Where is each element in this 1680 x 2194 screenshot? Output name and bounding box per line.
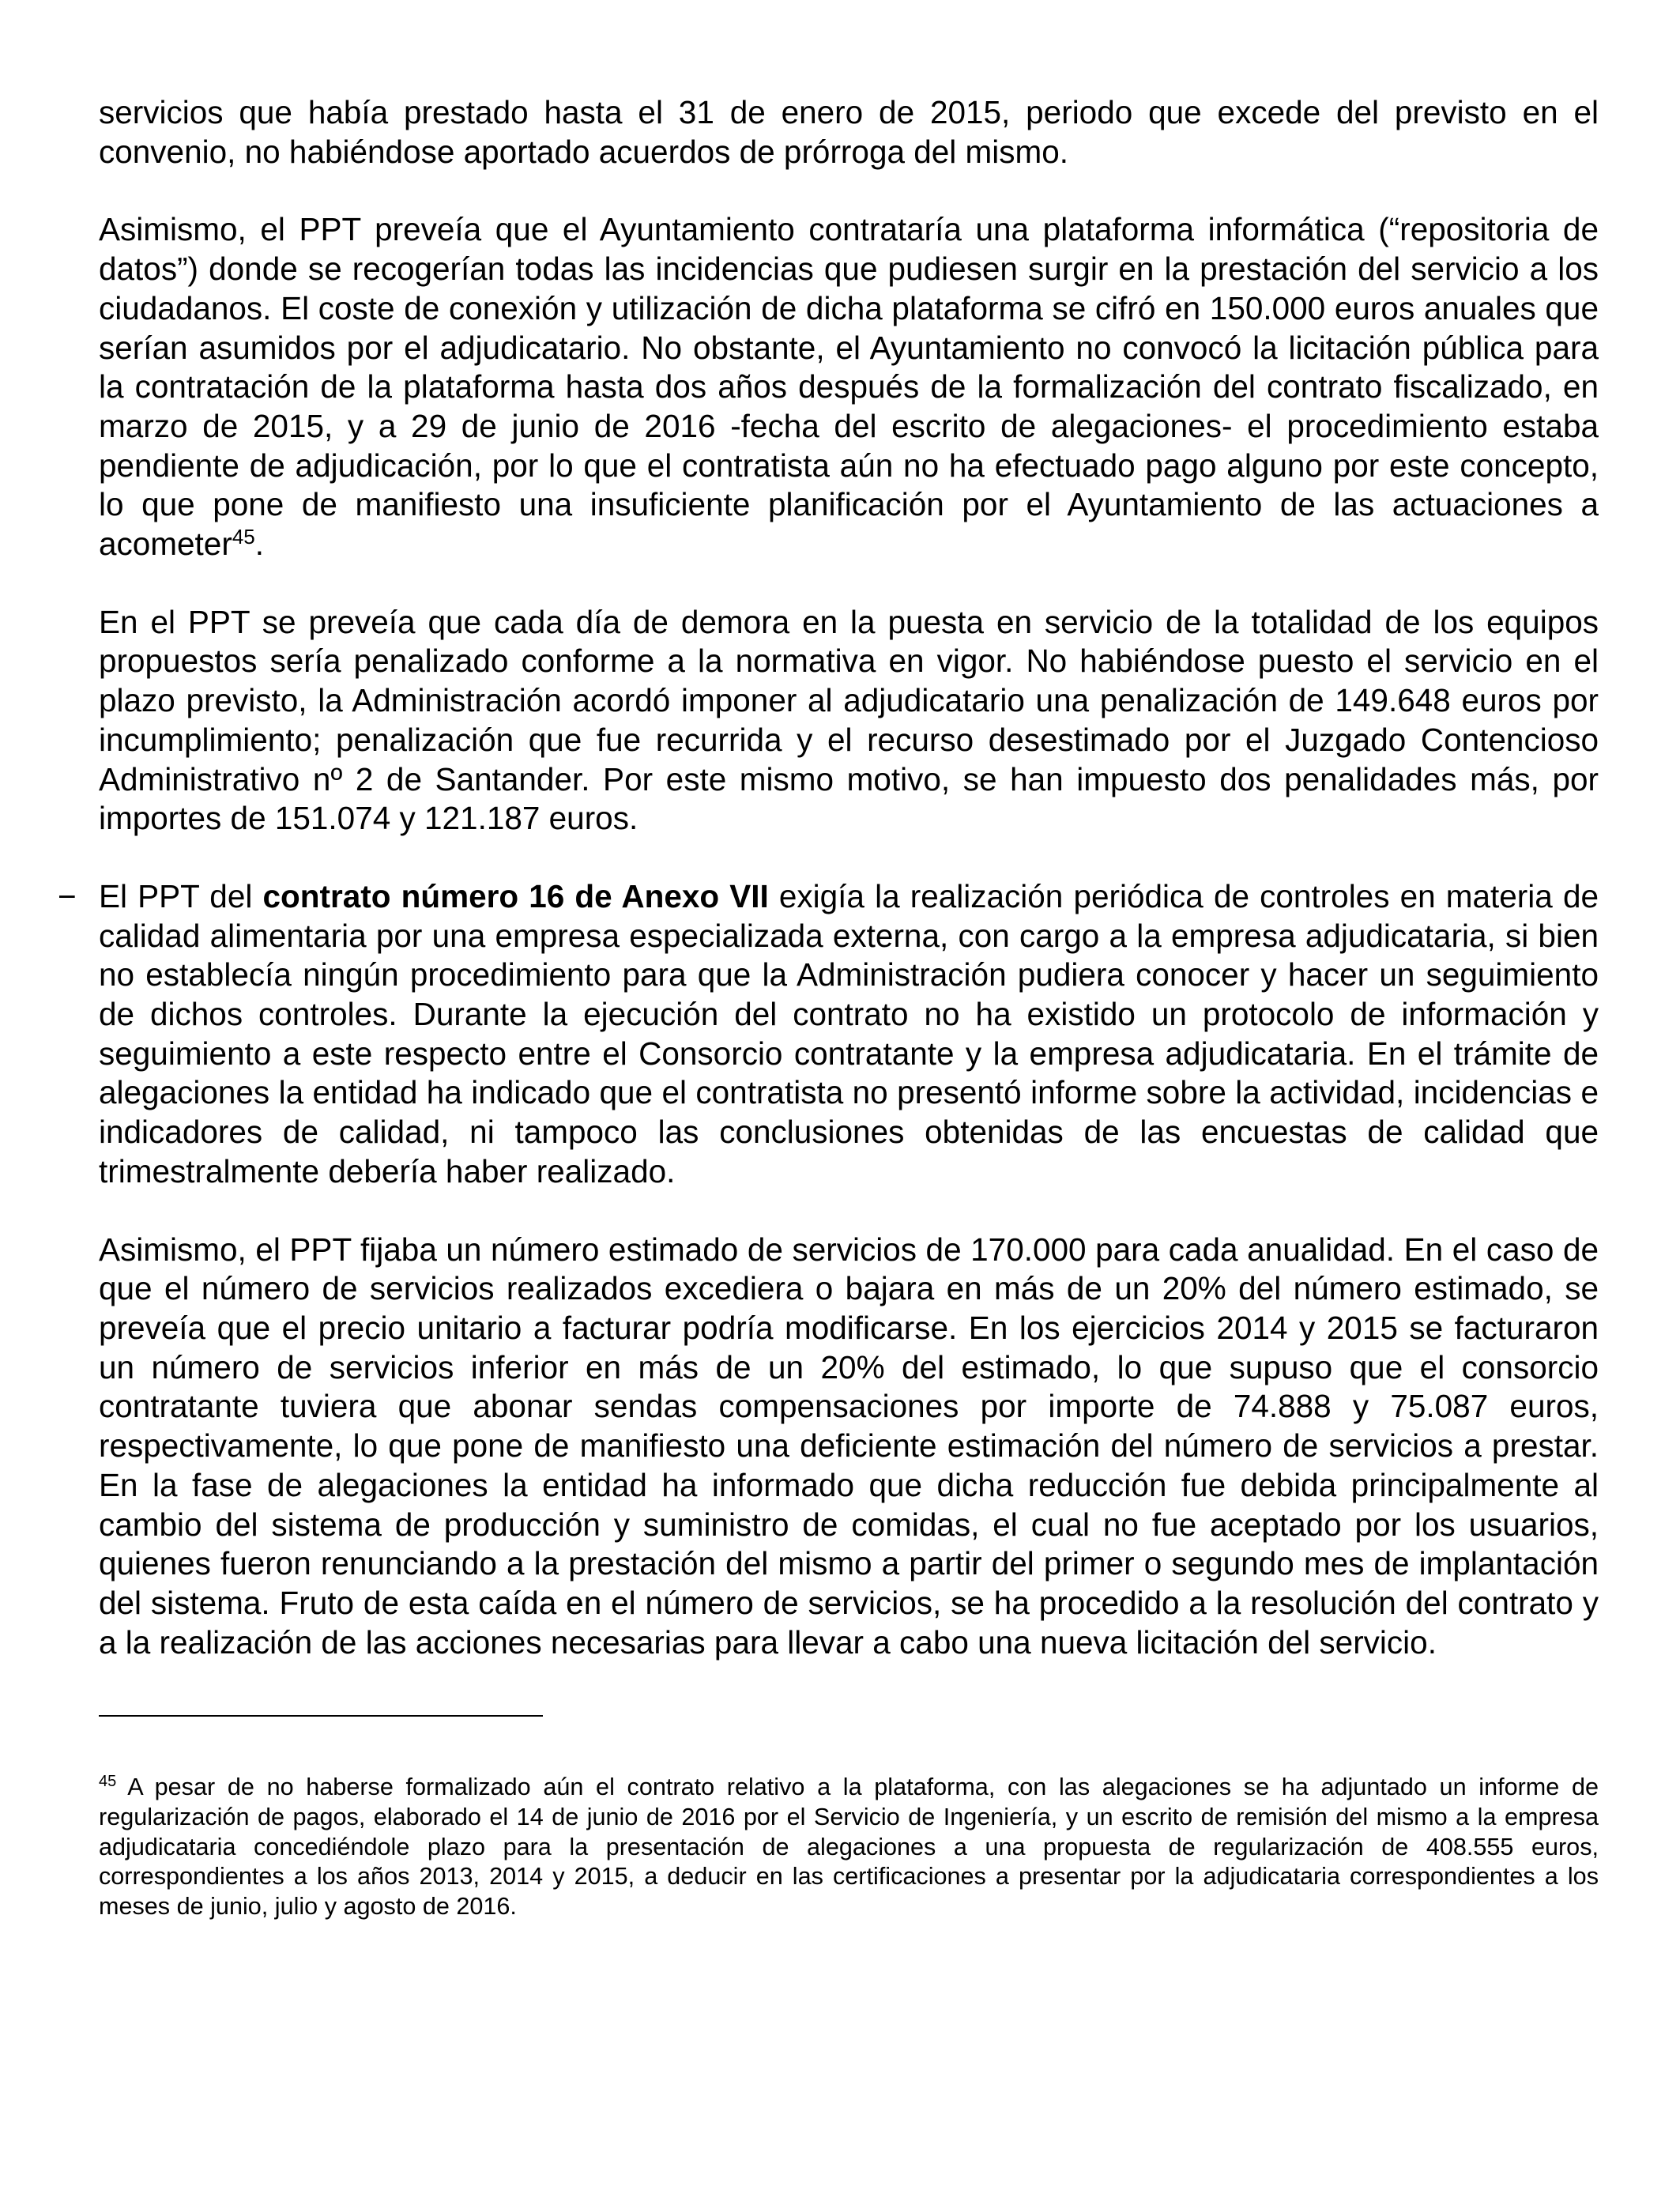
dash-bullet: − [58,877,77,914]
document-page [58,93,1599,1921]
footnote-reference[interactable]: 45 [232,525,255,549]
footnote-text: A pesar de no haberse formalizado aún el contrato relativo a la plataforma, con las alegaciones se ha adjuntado un informe de regularización de pagos, elaborado el 14 de junio de 2016 por el Servicio de Ingeniería, y un escrito de remisión del mismo a la empresa adjudicataria concediéndole plazo para la presentación de alegaciones a una propuesta de regularización de 408.555 euros, correspondientes a los años 2013, 2014 y 2015, a deducir en las certificaciones a presentar por la adjudicataria correspondientes a los meses de junio, julio y agosto de 2016. [99,1774,1599,1920]
footnote-number: 45 [99,1773,117,1791]
paragraph-text: servicios que había prestado hasta el 31 de enero de 2015, periodo que excede del previsto en el convenio, no habiéndose aportado acuerdos de prórroga del mismo. [99,94,1599,170]
bullet-contract-16 [58,877,1599,1192]
paragraph-service-estimate [99,1231,1599,1663]
paragraph-penalties [99,603,1599,839]
paragraph-text: Asimismo, el PPT preveía que el Ayuntamiento contrataría una plataforma informática (“repositoria de datos”) donde se recogerían todas las incidencias que pudiesen surgir en la prestación del servicio a los ciudadanos. El coste de conexión y utilización de dicha plataforma se cifró en 150.000 euros anuales que serían asumidos por el adjudicatario. No obstante, el Ayuntamiento no convocó la licitación pública para la contratación de la plataforma hasta dos años después de la formalización del contrato fiscalizado, en marzo de 2015, y a 29 de junio de 2016 -fecha del escrito de alegaciones- el procedimiento estaba pendiente de adjudicación, por lo que el contratista aún no ha efectuado pago alguno por este concepto, lo que pone de manifiesto una insuficiente planificación por el Ayuntamiento de las actuaciones a acometer [99,211,1599,563]
footnote-45 [99,1773,1599,1921]
paragraph-text: Asimismo, el PPT fijaba un número estimado de servicios de 170.000 para cada anualidad. En el caso de que el número de servicios realizados excediera o bajara en más de un 20% del número estimado, se preveía que el precio unitario a facturar podría modificarse. En los ejercicios 2014 y 2015 se facturaron un número de servicios inferior en más de un 20% del estimado, lo que supuso que el consorcio contratante tuviera que abonar sendas compensaciones por importe de 74.888 y 75.087 euros, respectivamente, lo que pone de manifiesto una deficiente estimación del número de servicios a prestar. En la fase de alegaciones la entidad ha informado que dicha reducción fue debida principalmente al cambio del sistema de producción y suministro de comidas, el cual no fue aceptado por los usuarios, quienes fueron renunciando a la prestación del mismo a partir del primer o segundo mes de implantación del sistema. Fruto de esta caída en el número de servicios, se ha procedido a la resolución del contrato y a la realización de las acciones necesarias para llevar a cabo una nueva licitación del servicio. [99,1231,1599,1661]
footnote-separator [99,1715,543,1717]
contract-reference: contrato número 16 de Anexo VII [262,877,769,914]
paragraph-service-period [99,93,1599,172]
paragraph-text: El PPT del [99,877,263,914]
paragraph-data-platform [99,210,1599,564]
paragraph-text: En el PPT se preveía que cada día de demora en la puesta en servicio de la totalidad de los equipos propuestos sería penalizado conforme a la normativa en vigor. No habiéndose puesto el servicio en el plazo previsto, la Administración acordó imponer al adjudicatario una penalización de 149.648 euros por incumplimiento; penalización que fue recurrida y el recurso desestimado por el Juzgado Contencioso Administrativo nº 2 de Santander. Por este mismo motivo, se han impuesto dos penalidades más, por importes de 151.074 y 121.187 euros. [99,603,1599,837]
paragraph-text-continued: exigía la realización periódica de controles en materia de calidad alimentaria por una empresa especializada externa, con cargo a la empresa adjudicataria, si bien no establecía ningún procedimiento para que la Administración pudiera conocer y hacer un seguimiento de dichos controles. Durante la ejecución del contrato no ha existido un protocolo de información y seguimiento a este respecto entre el Consorcio contratante y la empresa adjudicataria. En el trámite de alegaciones la entidad ha indicado que el contratista no presentó informe sobre la actividad, incidencias e indicadores de calidad, ni tampoco las conclusiones obtenidas de las encuestas de calidad que trimestralmente debería haber realizado. [99,877,1599,1189]
paragraph-text-end: . [254,526,265,563]
